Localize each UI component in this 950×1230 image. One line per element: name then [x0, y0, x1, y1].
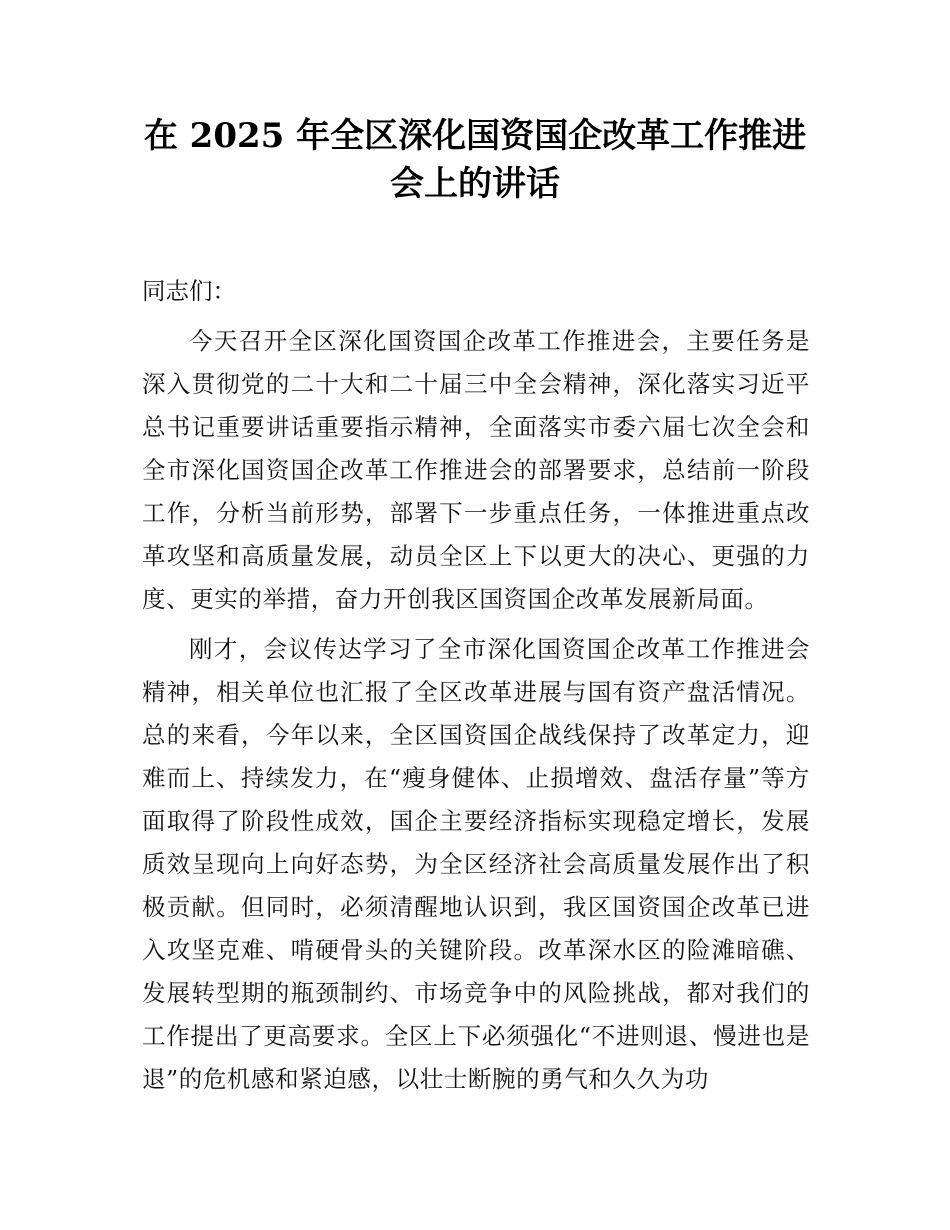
paragraph-2: 刚才，会议传达学习了全市深化国资国企改革工作推进会精神，相关单位也汇报了全区改革进展与国有资产盘活情况。总的来看，今年以来，全区国资国企战线保持了改革定力，迎难而上、持续发力，在“瘦身健体、止损增效、盘活存量”等方面取得了阶段性成效，国企主要经济指标实现稳定增长，发展质效呈现向上向好态势，为全区经济社会高质量发展作出了积极贡献。但同时，必须清醒地认识到，我区国资国企改革已进入攻坚克难、啃硬骨头的关键阶段。改革深水区的险滩暗礁、发展转型期的瓶颈制约、市场竞争中的风险挑战，都对我们的工作提出了更高要求。全区上下必须强化“不进则退、慢进也是退”的危机感和紧迫感，以壮士断腕的勇气和久久为功	[142, 635, 810, 1093]
document-title: 在 2025 年全区深化国资国企改革工作推进会上的讲话	[143, 116, 807, 204]
paragraph-1: 今天召开全区深化国资国企改革工作推进会，主要任务是深入贯彻党的二十大和二十届三中全会精神，深化落实习近平总书记重要讲话重要指示精神，全面落实市委六届七次全会和全市深化国资国企改革工作推进会的部署要求，总结前一阶段工作，分析当前形势，部署下一步重点任务，一体推进重点改革攻坚和高质量发展，动员全区上下以更大的决心、更强的力度、更实的举措，奋力开创我区国资国企改革发展新局面。	[142, 327, 810, 613]
document-body	[142, 270, 810, 1108]
salutation: 同志们：	[142, 277, 236, 305]
